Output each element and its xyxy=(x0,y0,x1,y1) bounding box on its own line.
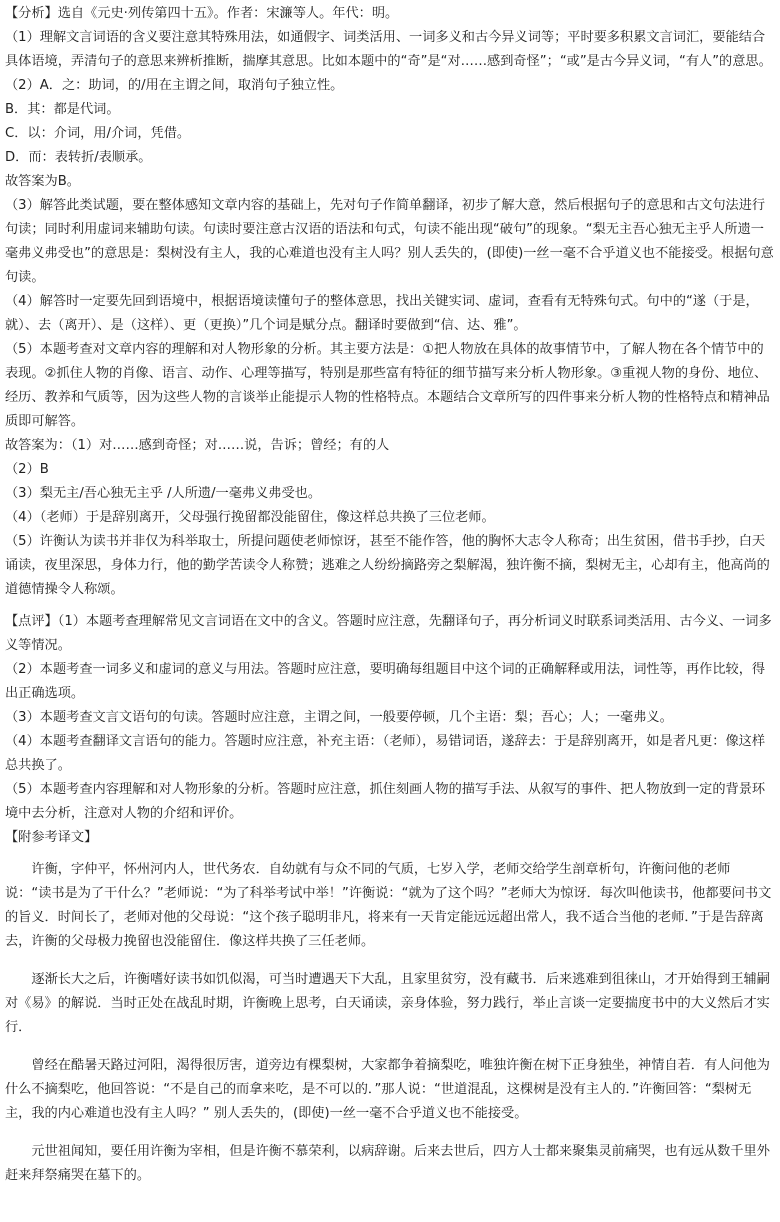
analysis-q4: （4）解答时一定要先回到语境中，根据语境读懂句子的整体意思，找出关键实词、虚词，查看有无特殊句式。句中的“遂（于是，就）、去（离开）、是（这样）、更（更换）”几个词是赋分点。翻译时要做到“信、达、雅”。 xyxy=(5,294,759,333)
analysis-q2-option-d: D．而：表转折/表顺承。 xyxy=(5,150,152,165)
analysis-q2-option-b: B．其：都是代词。 xyxy=(5,102,120,117)
comment-q4: （4）本题考查翻译文言语句的能力。答题时应注意，补充主语：（老师），易错词语，遂辞去：于是辞别离开，如是者凡更：像这样总共换了。 xyxy=(5,734,766,773)
analysis-q2-answer: 故答案为B。 xyxy=(5,174,80,189)
answer-4: （4）（老师）于是辞别离开，父母强行挽留都没能留住，像这样总共换了三位老师。 xyxy=(5,510,495,525)
answer-1: 故答案为：（1）对……感到奇怪；对……说，告诉；曾经；有的人 xyxy=(5,438,390,453)
answer-5: （5）许衡认为读书并非仅为科举取士，所提问题使老师惊讶，甚至不能作答，他的胸怀大志令人称奇；出生贫困，借书手抄，白天诵读，夜里深思，身体力行，他的勤学苦读令人称赞；逃难之人纷纷摘路旁之梨解渴，独许衡不摘，梨树无主，心却有主，他高尚的道德情操令人称颂。 xyxy=(5,534,770,597)
translation-gap xyxy=(5,850,776,858)
translation-paragraph-2: 逐渐长大之后，许衡嗜好读书如饥似渴，可当时遭遇天下大乱，且家里贫穷，没有藏书．后来逃难到徂徕山，才开始得到王辅嗣对《易》的解说．当时正处在战乱时期，许衡晚上思考，白天诵读，亲身体验，努力践行，举止言谈一定要揣度书中的大义然后才实行． xyxy=(5,972,770,1035)
comment-section xyxy=(5,610,776,826)
analysis-q1: （1）理解文言词语的含义要注意其特殊用法，如通假字、词类活用、一词多义和古今异义词等；平时要多积累文言词汇，要能结合具体语境，弄清句子的意思来辨析推断，揣摩其意思。比如本题中的“奇”是“对……感到奇怪”；“或”是古今异义词，“有人”的意思。 xyxy=(5,30,772,69)
paragraph-gap xyxy=(5,954,776,968)
paragraph-gap xyxy=(5,1040,776,1054)
answer-3: （3）梨无主/吾心独无主乎 /人所遗/一毫弗义弗受也。 xyxy=(5,486,322,501)
comment-q5: （5）本题考查内容理解和对人物形象的分析。答题时应注意，抓住刻画人物的描写手法、从叙写的事件、把人物放到一定的背景环境中去分析，注意对人物的介绍和评价。 xyxy=(5,782,766,821)
translation-paragraph-3: 曾经在酷暑天路过河阳，渴得很厉害，道旁边有棵梨树，大家都争着摘梨吃，唯独许衡在树下正身独坐，神情自若．有人问他为什么不摘梨吃，他回答说：“不是自己的而拿来吃，是不可以的．”那人说：“世道混乱，这棵树是没有主人的．”许衡回答：“梨树无主，我的内心难道也没有主人吗？” 别人丢失的，(即使)一丝一毫不合乎道义也不能接受。 xyxy=(5,1058,770,1121)
comment-q2: （2）本题考查一词多义和虚词的意义与用法。答题时应注意，要明确每组题目中这个词的正确解释或用法，词性等，再作比较，得出正确选项。 xyxy=(5,662,766,701)
answer-2: （2）B xyxy=(5,462,49,477)
analysis-q3: （3）解答此类试题，要在整体感知文章内容的基础上，先对句子作简单翻译，初步了解大意，然后根据句子的意思和古文句法进行句读；同时利用虚词来辅助句读。句读时要注意古汉语的语法和句式，句读不能出现“破句”的现象。“梨无主吾心独无主乎人所遗一毫弗义弗受也”的意思是：梨树没有主人，我的心难道也没有主人吗？别人丢失的，(即使)一丝一毫不合乎道义也不能接受。根据句意句读。 xyxy=(5,198,774,285)
translation-paragraph-4: 元世祖闻知，要任用许衡为宰相，但是许衡不慕荣利，以病辞谢。后来去世后，四方人士都来聚集灵前痛哭，也有远从数千里外赶来拜祭痛哭在墓下的。 xyxy=(5,1144,770,1183)
comment-q3: （3）本题考查文言文语句的句读。答题时应注意，主谓之间，一般要停顿，几个主语：梨；吾心；人；一毫弗义。 xyxy=(5,710,673,725)
section-gap xyxy=(5,602,776,610)
analysis-q2-option-a: （2）A．之：助词，的/用在主谓之间，取消句子独立性。 xyxy=(5,78,344,93)
analysis-q5: （5）本题考查对文章内容的理解和对人物形象的分析。其主要方法是：①把人物放在具体的故事情节中，了解人物在各个情节中的表现。②抓住人物的肖像、语言、动作、心理等描写，特别是那些富有特征的细节描写来分析人物形象。③重视人物的身份、地位、经历、教养和气质等，因为这些人物的言谈举止能提示人物的性格特点。本题结合文章所写的四件事来分析人物的性格特点和精神品质即可解答。 xyxy=(5,342,770,429)
comment-q1: 【点评】（1）本题考查理解常见文言词语在文中的含义。答题时应注意，先翻译句子，再分析词义时联系词类活用、古今义、一词多义等情况。 xyxy=(5,614,772,653)
analysis-header: 【分析】选自《元史·列传第四十五》。作者：宋濂等人。年代：明。 xyxy=(5,6,399,21)
translation-section xyxy=(5,826,776,1188)
analysis-q2-option-c: C．以：介词，用/介词，凭借。 xyxy=(5,126,191,141)
translation-header: 【附参考译文】 xyxy=(5,830,98,845)
translation-paragraph-1: 许衡，字仲平，怀州河内人，世代务农．自幼就有与众不同的气质，七岁入学，老师交给学生剖章析句，许衡问他的老师说：“读书是为了干什么？”老师说：“为了科举考试中举！”许衡说：“就为了这个吗？”老师大为惊讶．每次叫他读书，他都要问书文的旨义．时间长了，老师对他的父母说：“这个孩子聪明非凡，将来有一天肯定能远远超出常人，我不适合当他的老师．”于是告辞离去，许衡的父母极力挽留也没能留住．像这样共换了三任老师。 xyxy=(5,862,772,949)
analysis-section xyxy=(5,2,776,602)
paragraph-gap xyxy=(5,1126,776,1140)
